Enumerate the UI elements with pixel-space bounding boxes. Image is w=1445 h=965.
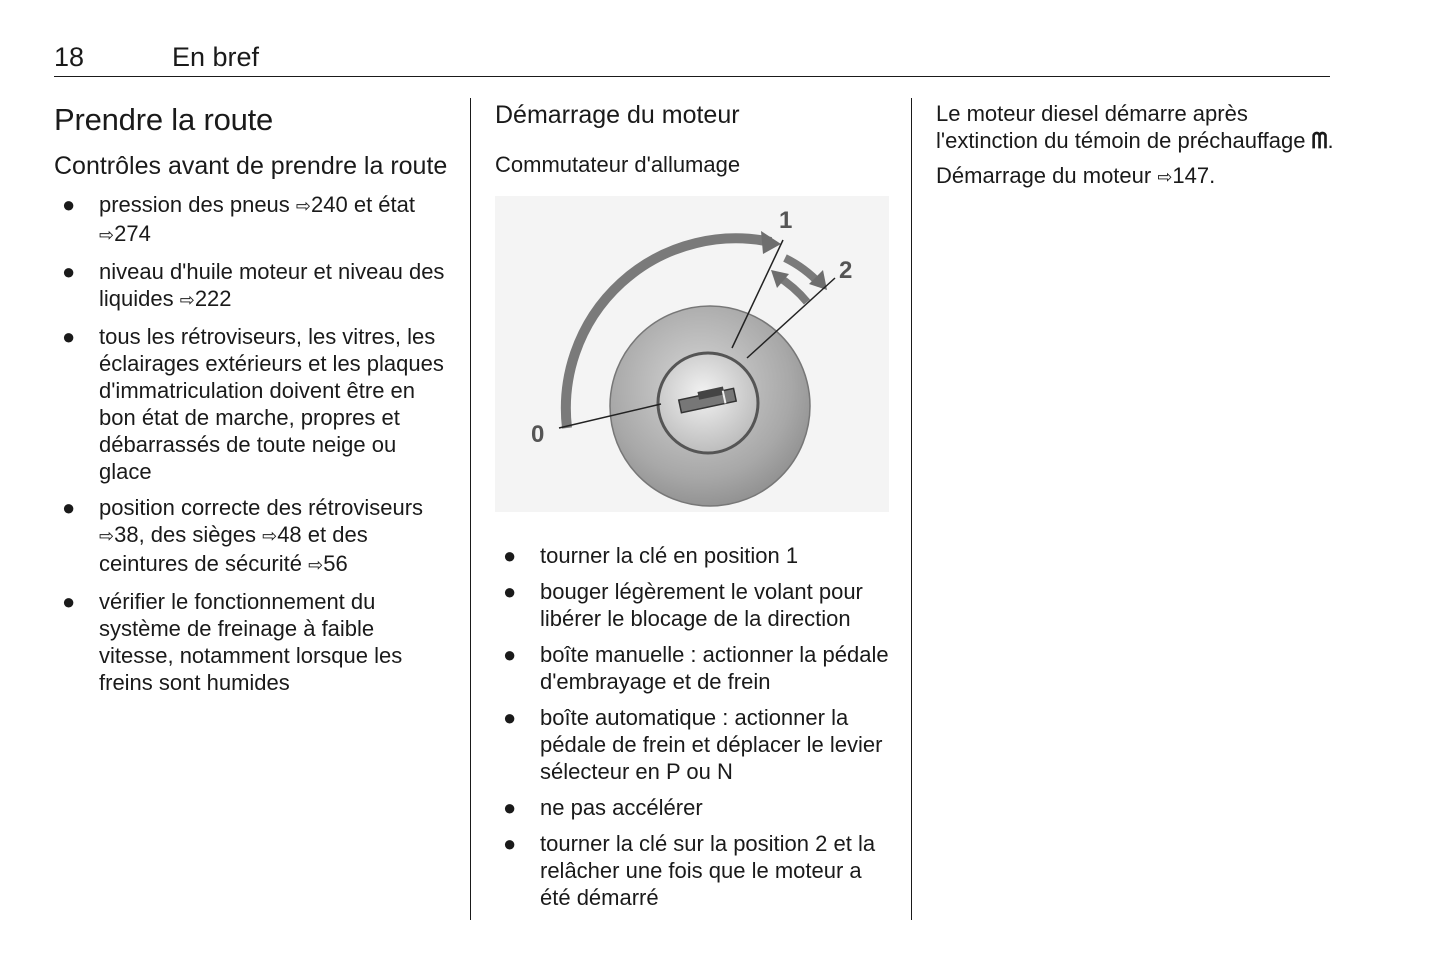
page-ref[interactable]: 38 [114, 522, 139, 548]
paragraph: Démarrage du moteur ⇨147. [936, 163, 1216, 188]
list-item: ● bouger légèrement le volant pour libérer le blocage de la direction [503, 579, 863, 632]
bullet-icon: ● [62, 324, 76, 350]
bullet-icon: ● [503, 795, 517, 821]
page-title: Prendre la route [54, 102, 274, 137]
bullet-icon: ● [503, 705, 517, 731]
column-left [54, 96, 454, 705]
page-ref[interactable]: 222 [194, 286, 232, 312]
position-label-2: 2 [839, 257, 853, 285]
list-item: ● boîte manuelle : actionner la pédale d'embrayage et de frein [503, 642, 889, 695]
column-middle [495, 96, 895, 920]
page-ref-icon: ⇨ [295, 196, 311, 218]
section-heading: Démarrage du moteur [495, 101, 740, 129]
subtitle: Contrôles avant de prendre la route [54, 151, 448, 180]
column-divider [470, 98, 471, 920]
bullet-icon: ● [503, 543, 517, 569]
bullet-icon: ● [62, 495, 76, 521]
position-label-1: 1 [779, 207, 793, 235]
section-title: En bref [172, 42, 260, 72]
page-ref-icon: ⇨ [179, 290, 195, 312]
paragraph: Le moteur diesel démarre après l'extinction du témoin de préchauffage ᗰ. [936, 101, 1334, 153]
list-item: ● pression des pneus ⇨240 et état ⇨274 [62, 192, 415, 247]
position-label-0: 0 [531, 421, 545, 449]
page-ref-icon: ⇨ [308, 555, 324, 577]
list-item: ● ne pas accélérer [503, 795, 703, 821]
instruction-list [495, 542, 895, 911]
ignition-switch-diagram [495, 196, 889, 512]
checklist [54, 191, 454, 696]
page-number: 18 [54, 42, 85, 72]
bullet-icon: ● [503, 642, 517, 668]
list-item: ● vérifier le fonctionnement du système de freinage à faible vitesse, notamment lorsque les freins sont humides [62, 589, 403, 696]
page-ref-icon: ⇨ [1157, 167, 1173, 188]
bullet-icon: ● [62, 192, 76, 218]
bullet-icon: ● [503, 579, 517, 605]
bullet-icon: ● [62, 259, 76, 285]
page-ref[interactable]: 240 [311, 192, 348, 218]
page-ref[interactable]: 56 [323, 551, 348, 577]
page-ref-icon: ⇨ [99, 526, 115, 548]
list-item: ● position correcte des rétroviseurs ⇨38, des sièges ⇨48 et des ceintures de sécurité ⇨56 [62, 495, 424, 577]
ignition-switch-figure [495, 196, 889, 512]
page-ref[interactable]: 147 [1172, 163, 1210, 188]
list-item: ● niveau d'huile moteur et niveau des liquides ⇨222 [62, 259, 445, 312]
page-ref-icon: ⇨ [262, 526, 278, 548]
page-header [54, 42, 1330, 77]
column-divider [911, 98, 912, 920]
bullet-icon: ● [62, 589, 76, 615]
page-ref-icon: ⇨ [99, 225, 115, 247]
subsection-heading: Commutateur d'allumage [495, 152, 741, 177]
list-item: ● tous les rétroviseurs, les vitres, les éclairages extérieurs et les plaques d'immatriculation doivent être en bon état de marche, propres et débarrassés de toute neige ou glace [62, 324, 444, 485]
column-right [936, 96, 1336, 199]
list-item: ● tourner la clé sur la position 2 et la relâcher une fois que le moteur a été démarré [503, 831, 876, 911]
preheat-warning-icon: ᗰ [1311, 128, 1328, 153]
bullet-icon: ● [503, 831, 517, 857]
page-ref[interactable]: 274 [114, 221, 151, 247]
list-item: ● tourner la clé en position 1 [503, 543, 799, 569]
page-ref[interactable]: 48 [277, 522, 302, 548]
list-item: ● boîte automatique : actionner la pédale de frein et déplacer le levier sélecteur en P ou N [503, 705, 883, 785]
